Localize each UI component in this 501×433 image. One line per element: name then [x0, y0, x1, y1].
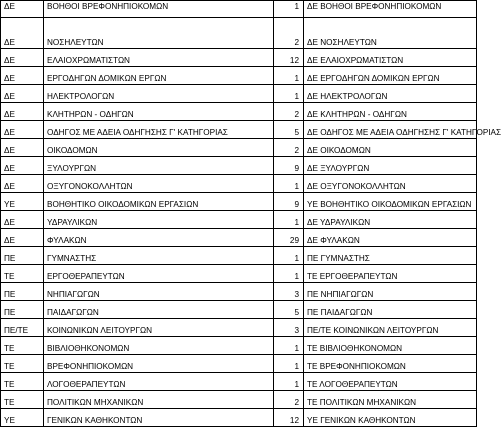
cell-specialty[interactable]: ΝΟΣΗΛΕΥΤΩΝ [44, 18, 274, 49]
cell-count[interactable]: 2 [274, 391, 304, 409]
cell-combined[interactable]: ΤΕ ΒΡΕΦΟΝΗΠΙΟΚΟΜΩΝ [304, 355, 477, 373]
cell-specialty[interactable]: ΒΡΕΦΟΝΗΠΙΟΚΟΜΩΝ [44, 355, 274, 373]
cell-combined[interactable]: ΤΕ ΒΙΒΛΙΟΘΗΚΟΝΟΜΩΝ [304, 337, 477, 355]
cell-specialty[interactable]: ΚΟΙΝΩΝΙΚΩΝ ΛΕΙΤΟΥΡΓΩΝ [44, 319, 274, 337]
cell-combined[interactable]: ΔΕ ΞΥΛΟΥΡΓΩΝ [304, 157, 477, 175]
cell-specialty[interactable]: ΟΞΥΓΟΝΟΚΟΛΛΗΤΩΝ [44, 175, 274, 193]
cell-specialty[interactable]: ΓΥΜΝΑΣΤΗΣ [44, 247, 274, 265]
cell-combined[interactable]: ΔΕ ΦΥΛΑΚΩΝ [304, 229, 477, 247]
table-row[interactable] [1, 301, 477, 319]
table-row[interactable] [1, 355, 477, 373]
cell-combined[interactable]: ΥΕ ΓΕΝΙΚΩΝ ΚΑΘΗΚΟΝΤΩΝ [304, 409, 477, 427]
cell-specialty[interactable]: ΒΙΒΛΙΟΘΗΚΟΝΟΜΩΝ [44, 337, 274, 355]
cell-count[interactable]: 1 [274, 247, 304, 265]
cell-combined[interactable]: ΔΕ ΚΛΗΤΗΡΩΝ - ΟΔΗΓΩΝ [304, 103, 477, 121]
cell-count[interactable]: 1 [274, 1, 304, 18]
cell-code[interactable]: ΤΕ [1, 373, 44, 391]
cell-count[interactable]: 2 [274, 139, 304, 157]
cell-code[interactable]: ΤΕ [1, 391, 44, 409]
cell-code[interactable]: ΔΕ [1, 175, 44, 193]
cell-count[interactable]: 1 [274, 175, 304, 193]
cell-specialty[interactable]: ΥΔΡΑΥΛΙΚΩΝ [44, 211, 274, 229]
cell-code[interactable]: ΔΕ [1, 67, 44, 85]
cell-code[interactable]: ΠΕ [1, 301, 44, 319]
cell-specialty[interactable]: ΓΕΝΙΚΩΝ ΚΑΘΗΚΟΝΤΩΝ [44, 409, 274, 427]
cell-combined[interactable]: ΠΕ/ΤΕ ΚΟΙΝΩΝΙΚΩΝ ΛΕΙΤΟΥΡΓΩΝ [304, 319, 477, 337]
table-row[interactable] [1, 373, 477, 391]
cell-code[interactable]: ΔΕ [1, 18, 44, 49]
cell-combined[interactable]: ΠΕ ΝΗΠΙΑΓΩΓΩΝ [304, 283, 477, 301]
table-row[interactable] [1, 265, 477, 283]
cell-combined[interactable]: ΥΕ ΒΟΗΘΗΤΙΚΟ ΟΙΚΟΔΟΜΙΚΩΝ ΕΡΓΑΣΙΩΝ [304, 193, 477, 211]
cell-code[interactable]: ΔΕ [1, 157, 44, 175]
cell-specialty[interactable]: ΕΛΑΙΟΧΡΩΜΑΤΙΣΤΩΝ [44, 49, 274, 67]
cell-count[interactable]: 12 [274, 49, 304, 67]
cell-count[interactable]: 5 [274, 301, 304, 319]
table-row[interactable] [1, 139, 477, 157]
cell-combined[interactable]: ΤΕ ΠΟΛΙΤΙΚΩΝ ΜΗΧΑΝΙΚΩΝ [304, 391, 477, 409]
cell-combined[interactable]: ΔΕ ΝΟΣΗΛΕΥΤΩΝ [304, 18, 477, 49]
cell-code[interactable]: ΔΕ [1, 85, 44, 103]
table-row[interactable] [1, 1, 477, 18]
cell-combined[interactable]: ΔΕ ΟΞΥΓΟΝΟΚΟΛΛΗΤΩΝ [304, 175, 477, 193]
cell-code[interactable]: ΤΕ [1, 337, 44, 355]
cell-specialty[interactable]: ΛΟΓΟΘΕΡΑΠΕΥΤΩΝ [44, 373, 274, 391]
cell-count[interactable]: 1 [274, 337, 304, 355]
table-row[interactable] [1, 18, 477, 49]
cell-specialty[interactable]: ΚΛΗΤΗΡΩΝ - ΟΔΗΓΩΝ [44, 103, 274, 121]
cell-count[interactable]: 1 [274, 355, 304, 373]
cell-specialty[interactable]: ΒΟΗΘΗΤΙΚΟ ΟΙΚΟΔΟΜΙΚΩΝ ΕΡΓΑΣΙΩΝ [44, 193, 274, 211]
table-row[interactable] [1, 391, 477, 409]
cell-combined[interactable]: ΔΕ ΕΛΑΙΟΧΡΩΜΑΤΙΣΤΩΝ [304, 49, 477, 67]
cell-count[interactable]: 3 [274, 319, 304, 337]
table-row[interactable] [1, 175, 477, 193]
cell-code[interactable]: ΠΕ [1, 283, 44, 301]
cell-code[interactable]: ΥΕ [1, 193, 44, 211]
cell-combined[interactable]: ΔΕ ΕΡΓΟΔΗΓΩΝ ΔΟΜΙΚΩΝ ΕΡΓΩΝ [304, 67, 477, 85]
cell-combined[interactable]: ΔΕ ΥΔΡΑΥΛΙΚΩΝ [304, 211, 477, 229]
cell-count[interactable]: 1 [274, 85, 304, 103]
table-body [1, 1, 501, 427]
cell-specialty[interactable]: ΠΑΙΔΑΓΩΓΩΝ [44, 301, 274, 319]
cell-specialty[interactable]: ΝΗΠΙΑΓΩΓΩΝ [44, 283, 274, 301]
cell-code[interactable]: ΤΕ [1, 265, 44, 283]
cell-code[interactable]: ΔΕ [1, 1, 44, 18]
cell-code[interactable]: ΤΕ [1, 355, 44, 373]
cell-specialty[interactable]: ΠΟΛΙΤΙΚΩΝ ΜΗΧΑΝΙΚΩΝ [44, 391, 274, 409]
cell-count[interactable]: 9 [274, 157, 304, 175]
cell-code[interactable]: ΔΕ [1, 121, 44, 139]
table-row[interactable] [1, 319, 477, 337]
cell-count[interactable]: 2 [274, 103, 304, 121]
table-row[interactable] [1, 229, 477, 247]
cell-specialty[interactable]: ΕΡΓΟΘΕΡΑΠΕΥΤΩΝ [44, 265, 274, 283]
table-row[interactable] [1, 85, 477, 103]
cell-combined[interactable]: ΤΕ ΛΟΓΟΘΕΡΑΠΕΥΤΩΝ [304, 373, 477, 391]
cell-count[interactable]: 3 [274, 283, 304, 301]
table-row[interactable] [1, 157, 477, 175]
cell-count[interactable]: 12 [274, 409, 304, 427]
cell-combined[interactable]: ΤΕ ΕΡΓΟΘΕΡΑΠΕΥΤΩΝ [304, 265, 477, 283]
cell-count[interactable]: 1 [274, 265, 304, 283]
cell-count[interactable]: 9 [274, 193, 304, 211]
cell-count[interactable]: 2 [274, 18, 304, 49]
cell-count[interactable]: 5 [274, 121, 304, 139]
cell-code[interactable]: ΔΕ [1, 211, 44, 229]
cell-specialty[interactable]: ΕΡΓΟΔΗΓΩΝ ΔΟΜΙΚΩΝ ΕΡΓΩΝ [44, 67, 274, 85]
table-row[interactable] [1, 193, 477, 211]
cell-code[interactable]: ΠΕ/ΤΕ [1, 319, 44, 337]
cell-combined[interactable]: ΔΕ ΗΛΕΚΤΡΟΛΟΓΩΝ [304, 85, 477, 103]
cell-specialty[interactable]: ΟΔΗΓΟΣ ΜΕ ΑΔΕΙΑ ΟΔΗΓΗΣΗΣ Γ' ΚΑΤΗΓΟΡΙΑΣ [44, 121, 274, 139]
cell-count[interactable]: 29 [274, 229, 304, 247]
cell-specialty[interactable]: ΗΛΕΚΤΡΟΛΟΓΩΝ [44, 85, 274, 103]
cell-count[interactable]: 1 [274, 67, 304, 85]
cell-code[interactable]: ΔΕ [1, 103, 44, 121]
table-row[interactable] [1, 49, 477, 67]
cell-code[interactable]: ΥΕ [1, 409, 44, 427]
table-row[interactable] [1, 337, 477, 355]
cell-code[interactable]: ΠΕ [1, 247, 44, 265]
cell-count[interactable]: 1 [274, 373, 304, 391]
table-row[interactable] [1, 67, 477, 85]
cell-specialty[interactable]: ΟΙΚΟΔΟΜΩΝ [44, 139, 274, 157]
table-row[interactable] [1, 283, 477, 301]
cell-specialty[interactable]: ΦΥΛΑΚΩΝ [44, 229, 274, 247]
cell-combined[interactable]: ΔΕ ΟΙΚΟΔΟΜΩΝ [304, 139, 477, 157]
table-row[interactable] [1, 211, 477, 229]
cell-specialty[interactable]: ΞΥΛΟΥΡΓΩΝ [44, 157, 274, 175]
cell-combined[interactable]: ΔΕ ΟΔΗΓΟΣ ΜΕ ΑΔΕΙΑ ΟΔΗΓΗΣΗΣ Γ' ΚΑΤΗΓΟΡΙΑΣ [304, 121, 477, 139]
cell-code[interactable]: ΔΕ [1, 49, 44, 67]
cell-count[interactable]: 1 [274, 211, 304, 229]
cell-combined[interactable]: ΠΕ ΠΑΙΔΑΓΩΓΩΝ [304, 301, 477, 319]
cell-combined[interactable]: ΠΕ ΓΥΜΝΑΣΤΗΣ [304, 247, 477, 265]
table-row[interactable] [1, 103, 477, 121]
table-row[interactable] [1, 121, 477, 139]
table-row[interactable] [1, 409, 477, 427]
cell-specialty[interactable]: ΒΟΗΘΟΙ ΒΡΕΦΟΝΗΠΙΟΚΟΜΩΝ [44, 1, 274, 18]
cell-code[interactable]: ΔΕ [1, 139, 44, 157]
cell-combined[interactable]: ΔΕ ΒΟΗΘΟΙ ΒΡΕΦΟΝΗΠΙΟΚΟΜΩΝ [304, 1, 477, 18]
table-row[interactable] [1, 247, 477, 265]
cell-code[interactable]: ΔΕ [1, 229, 44, 247]
